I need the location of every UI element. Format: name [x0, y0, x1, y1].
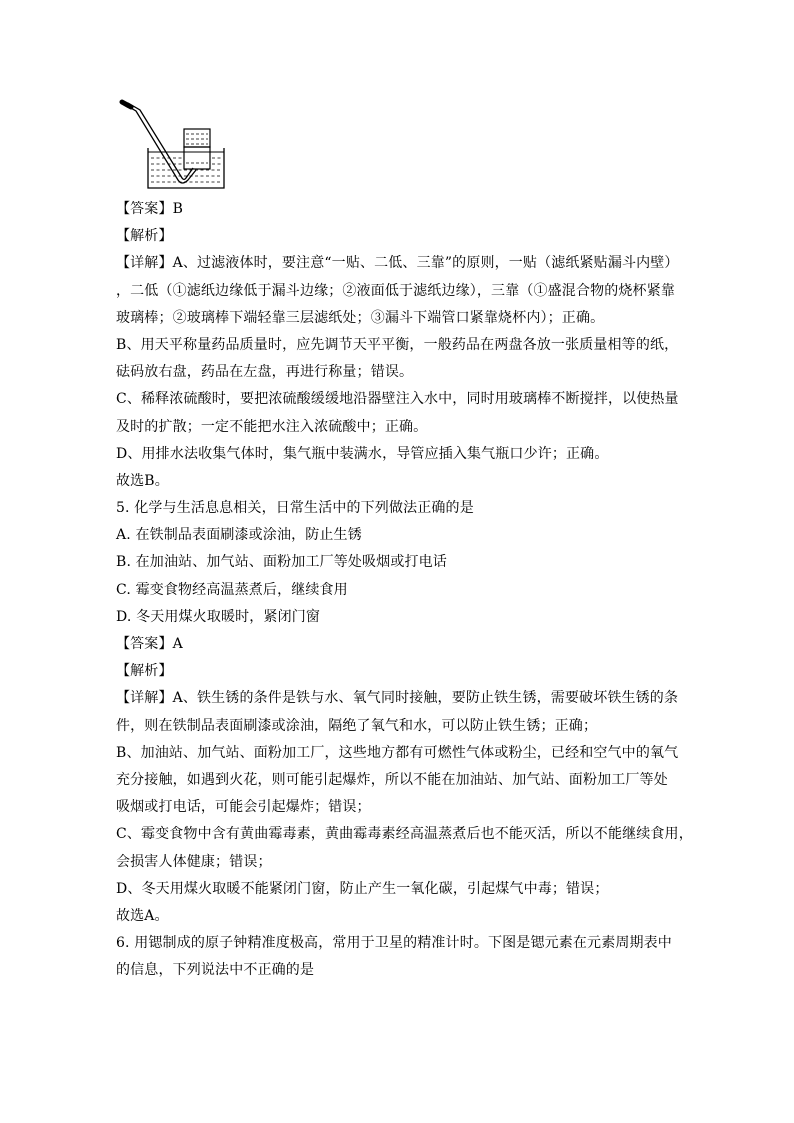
answer-label: 【答案】B: [116, 201, 184, 217]
text-line: B、加油站、加气站、面粉加工厂，这些地方都有可燃性气体或粉尘，已经和空气中的氧气: [116, 744, 679, 761]
text-line: C、稀释浓硫酸时，要把浓硫酸缓缓地沿器壁注入水中，同时用玻璃棒不断搅拌，以使热量: [116, 391, 679, 408]
text-line: 砝码放右盘，药品在左盘，再进行称量；错误。: [116, 364, 414, 381]
text-line: 的信息，下列说法中不正确的是: [116, 962, 315, 979]
option-c: C. 霉变食物经高温蒸煮后，继续食用: [116, 581, 348, 598]
text-line: 【详解】A、过滤液体时，要注意“一贴、二低、三靠”的原则，一贴（滤纸紧贴漏斗内壁）: [116, 255, 679, 272]
answer-label: 【答案】A: [116, 636, 183, 652]
text-line: 件，则在铁制品表面刷漆或涂油，隔绝了氧气和水，可以防止铁生锈；正确；: [116, 717, 598, 734]
text-line: 会损害人体健康；错误；: [116, 853, 272, 870]
question-6: 6. 用锶制成的原子钟精准度极高，常用于卫星的精准计时。下图是锶元素在元素周期表中: [116, 935, 672, 952]
question-5: 5. 化学与生活息息相关，日常生活中的下列做法正确的是: [116, 500, 474, 517]
analysis-label: 【解析】: [116, 663, 173, 680]
document-text: [116, 196, 693, 984]
text-line: 【详解】A、铁生锈的条件是铁与水、氧气同时接触，要防止铁生锈，需要破坏铁生锈的条: [116, 690, 679, 707]
text-line: C、霉变食物中含有黄曲霉毒素，黄曲霉毒素经高温蒸煮后也不能灭活，所以不能继续食用，: [116, 826, 693, 843]
text-line: 充分接触，如遇到火花，则可能引起爆炸，所以不能在加油站、加气站、面粉加工厂等处: [116, 771, 668, 788]
text-line: 吸烟或打电话，可能会引起爆炸；错误；: [116, 799, 371, 816]
apparatus-figure: [118, 98, 228, 190]
text-line: D、冬天用煤火取暖不能紧闭门窗，防止产生一氧化碳，引起煤气中毒；错误；: [116, 880, 609, 897]
text-line: ，二低（①滤纸边缘低于漏斗边缘；②液面低于滤纸边缘），三靠（①盛混合物的烧杯紧靠: [116, 282, 675, 299]
text-line: 故选B。: [116, 472, 169, 489]
text-line: D、用排水法收集气体时，集气瓶中装满水，导管应插入集气瓶口少许；正确。: [116, 445, 609, 462]
option-b: B. 在加油站、加气站、面粉加工厂等处吸烟或打电话: [116, 554, 447, 571]
analysis-label: 【解析】: [116, 228, 173, 245]
option-d: D. 冬天用煤火取暖时，紧闭门窗: [116, 608, 321, 625]
drainage-gas-collection-apparatus-icon: [118, 98, 228, 190]
text-line: 玻璃棒；②玻璃棒下端轻靠三层滤纸处；③漏斗下端管口紧靠烧杯内）；正确。: [116, 309, 605, 326]
option-a: A. 在铁制品表面刷漆或涂油，防止生锈: [116, 527, 362, 544]
text-line: 故选A。: [116, 907, 169, 924]
text-line: 及时的扩散；一定不能把水注入浓硫酸中；正确。: [116, 418, 428, 435]
text-line: B、用天平称量药品质量时，应先调节天平平衡，一般药品在两盘各放一张质量相等的纸，: [116, 336, 679, 353]
